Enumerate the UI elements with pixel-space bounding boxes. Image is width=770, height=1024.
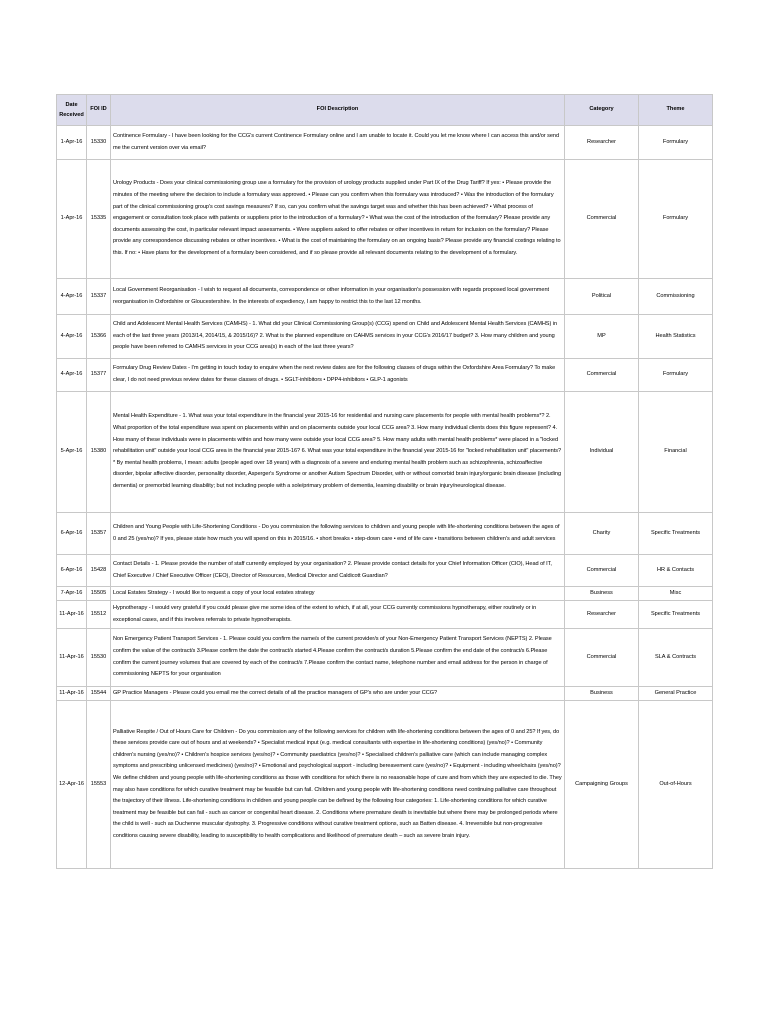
cell-foi-id: 15330 xyxy=(87,126,111,160)
cell-theme: Misc xyxy=(639,587,713,601)
cell-date: 1-Apr-16 xyxy=(57,160,87,279)
table-row xyxy=(57,687,713,701)
table-row xyxy=(57,701,713,869)
cell-foi-id: 15530 xyxy=(87,629,111,687)
cell-category: Campaigning Groups xyxy=(565,701,639,869)
cell-foi-id: 15428 xyxy=(87,555,111,587)
cell-description: Non Emergency Patient Transport Services - 1. Please could you confirm the name/s of the current provider/s of your Non-Emergency Patient Transport Services (NEPTS) 2. Please confirm the value of the contract/s 3.Please confirm the date the contract/s started 4.Please confirm the contract/s duration 5.Please confirm the end date of the contract/s 6.Please confirm the current journey volumes that are covered by each of the contract/s 7.Please confirm the contact name, telephone number and email address for the person in charge of commissioning NEPTS for your organisation xyxy=(111,629,565,687)
cell-foi-id: 15377 xyxy=(87,359,111,392)
header-foi-id: FOI ID xyxy=(87,95,111,126)
foi-sheet xyxy=(56,94,712,869)
header-category: Category xyxy=(565,95,639,126)
table-row xyxy=(57,359,713,392)
cell-foi-id: 15544 xyxy=(87,687,111,701)
cell-description: Contact Details - 1. Please provide the number of staff currently employed by your organisation? 2. Please provide contact details for your Chief Information Officer (CIO), Head of IT, Chief Executive / Chief Executive Officer (CEO), Director of Resources, Medical Director and Caldicott Guardian? xyxy=(111,555,565,587)
cell-description: Local Government Reorganisation - I wish to request all documents, correspondence or other information in your organisation's possession with regards proposed local government reorganisation in Oxfordshire or Gloucestershire. In the interests of expediency, I am happy to restrict this to the last 12 months. xyxy=(111,279,565,315)
cell-theme: Health Statistics xyxy=(639,315,713,359)
cell-theme: Commissioning xyxy=(639,279,713,315)
cell-category: Charity xyxy=(565,513,639,555)
cell-category: Business xyxy=(565,687,639,701)
cell-foi-id: 15512 xyxy=(87,601,111,629)
table-row xyxy=(57,279,713,315)
cell-date: 4-Apr-16 xyxy=(57,279,87,315)
cell-date: 12-Apr-16 xyxy=(57,701,87,869)
cell-theme: Out-of-Hours xyxy=(639,701,713,869)
header-foi-description: FOI Description xyxy=(111,95,565,126)
cell-foi-id: 15366 xyxy=(87,315,111,359)
cell-date: 6-Apr-16 xyxy=(57,513,87,555)
cell-date: 1-Apr-16 xyxy=(57,126,87,160)
cell-theme: Formulary xyxy=(639,160,713,279)
cell-foi-id: 15553 xyxy=(87,701,111,869)
cell-theme: HR & Contacts xyxy=(639,555,713,587)
cell-theme: Formulary xyxy=(639,359,713,392)
cell-theme: SLA & Contracts xyxy=(639,629,713,687)
cell-category: Researcher xyxy=(565,126,639,160)
cell-theme: General Practice xyxy=(639,687,713,701)
table-row xyxy=(57,315,713,359)
cell-category: MP xyxy=(565,315,639,359)
cell-category: Business xyxy=(565,587,639,601)
header-theme: Theme xyxy=(639,95,713,126)
cell-description: Local Estates Strategy - I would like to request a copy of your local estates strategy xyxy=(111,587,565,601)
cell-description: Formulary Drug Review Dates - I'm getting in touch today to enquire when the next review dates are for the following classes of drugs within the Oxfordshire Area Formulary? To make clear, I do not need previous review dates for these classes of drugs. • SGLT-inhibitors • DPP4-inhibitors • GLP-1 agonists xyxy=(111,359,565,392)
cell-foi-id: 15380 xyxy=(87,392,111,513)
table-row xyxy=(57,555,713,587)
cell-theme: Financial xyxy=(639,392,713,513)
cell-foi-id: 15505 xyxy=(87,587,111,601)
table-row xyxy=(57,513,713,555)
cell-date: 5-Apr-16 xyxy=(57,392,87,513)
cell-foi-id: 15337 xyxy=(87,279,111,315)
header-date-received: Date Received xyxy=(57,95,87,126)
cell-date: 4-Apr-16 xyxy=(57,315,87,359)
cell-date: 4-Apr-16 xyxy=(57,359,87,392)
cell-theme: Specific Treatments xyxy=(639,513,713,555)
cell-category: Commercial xyxy=(565,555,639,587)
cell-description: GP Practice Managers - Please could you email me the correct details of all the practice managers of GP's who are under your CCG? xyxy=(111,687,565,701)
cell-date: 6-Apr-16 xyxy=(57,555,87,587)
cell-description: Continence Formulary - I have been looking for the CCG's current Continence Formulary online and I am unable to locate it. Could you let me know where I can access this and/or send me the current version over via email? xyxy=(111,126,565,160)
cell-description: Palliative Respite / Out of Hours Care for Children - Do you commission any of the following services for children with life-shortening conditions between the ages of 0 and 25? If yes, do these services provide care out of hours and at weekends? • Specialist medical input (e.g. medical consultants with expertise in life-shortening conditions) (yes/no)? • Community children's nursing (yes/no)? • Children's hospice services (yes/no)? • Community paediatrics (yes/no)? • Specialised children's palliative care (which can include managing complex symptoms and prescribing unlicensed medicines) (yes/no)? • Emotional and psychological support - including bereavement care (yes/no)? • Equipment - including wheelchairs (yes/no)? We define children and young people with life-shortening conditions as those with conditions for which there is no reasonable hope of cure and from which they are expected to die. They may also have conditions for which curative treatment may be feasible but can fail. Children and young people with life-shortening conditions need continuing palliative care throughout the trajectory of their illness. Life-shortening conditions in children and young people can be defined by the following four categories: 1. Life-shortening conditions for which curative treatment may be feasible but can fail - such as cancer or congenital heart disease. 2. Conditions where premature death is inevitable but where there may be prolonged periods where the child is well - such as Duchenne muscular dystrophy. 3. Progressive conditions without curative treatment options, such as Batten disease. 4. Irreversible but non-progressive conditions causing severe disability, leading to susceptibility to health complications and likelihood of premature death – such as severe brain injury. xyxy=(111,701,565,869)
cell-date: 11-Apr-16 xyxy=(57,601,87,629)
table-row xyxy=(57,601,713,629)
cell-description: Urology Products - Does your clinical commissioning group use a formulary for the provision of urology products supplied under Part IX of the Drug Tariff? If yes: • Please provide the minutes of the meeting where the decision to include a formulary was approved. • Please can you confirm when this formulary was introduced? • Was the introduction of the formulary part of the clinical commissioning group's cost savings measures? If so, can you confirm what the savings target was and whether this has been achieved? • What process of engagement or consultation took place with patients or suppliers prior to the introduction of a formulary? • What was the cost of the introduction of the formulary? Please provide any documents assessing the cost, in particular relevant impact assessments. • Were suppliers asked to offer rebates or other incentives in return for inclusion on the formulary? Please provide any correspondence discussing rebates or other incentives. • What is the cost of maintaining the formulary on an ongoing basis? Please provide any financial costings relating to this. If no: • Have plans for the development of a formulary been considered, and if so please provide all relevant documents relating to the development of a formulary. xyxy=(111,160,565,279)
cell-category: Researcher xyxy=(565,601,639,629)
cell-description: Children and Young People with Life-Shortening Conditions - Do you commission the following services to children and young people with life-shortening conditions between the ages of 0 and 25 (yes/no)? If yes, please state how much you will spend on this in 2015/16. • short breaks • step-down care • end of life care • transitions between children's and adult services xyxy=(111,513,565,555)
table-row xyxy=(57,629,713,687)
cell-category: Political xyxy=(565,279,639,315)
header-row xyxy=(57,95,713,126)
cell-theme: Formulary xyxy=(639,126,713,160)
cell-foi-id: 15335 xyxy=(87,160,111,279)
cell-date: 7-Apr-16 xyxy=(57,587,87,601)
cell-date: 11-Apr-16 xyxy=(57,629,87,687)
cell-category: Commercial xyxy=(565,359,639,392)
cell-date: 11-Apr-16 xyxy=(57,687,87,701)
table-row xyxy=(57,392,713,513)
cell-foi-id: 15357 xyxy=(87,513,111,555)
cell-category: Individual xyxy=(565,392,639,513)
cell-description: Mental Health Expenditure - 1. What was your total expenditure in the financial year 2015-16 for residential and nursing care placements for people with mental health problems*? 2. What proportion of the total expenditure was spent on placements within and on placements outside your local CCG area? 3. How many individual clients does this figure represent? 4. How many of these individuals were in placements within and how many were outside your local CCG area? 5. How many adults with mental health problems* were placed in a "locked rehabilitation unit" outside your local CCG area in the financial year 2015-16? 6. What was your total expenditure in the financial year 2015-16 for "locked rehabilitation unit" placements? * By mental health problems, I mean: adults (people aged over 18 years) with a diagnosis of a severe and enduring mental health problem such as schizophrenia, schizoaffective disorder, bipolar affective disorder, personality disorder, Asperger's Syndrome or another Autism Spectrum Disorder, with or without comorbid brain injury/organic brain disease (including dementia) or premorbid learning disability; but not including people with a sole/primary problem of dementia, learning disability or brain injury/neurological disease. xyxy=(111,392,565,513)
table-row xyxy=(57,160,713,279)
cell-category: Commercial xyxy=(565,160,639,279)
cell-category: Commercial xyxy=(565,629,639,687)
cell-description: Hypnotherapy - I would very grateful if you could please give me some idea of the extent to which, if at all, your CCG currently commissions hypnotherapy, either routinely or in exceptional cases, and if this involves referrals to private hypnotherapists. xyxy=(111,601,565,629)
foi-table xyxy=(56,94,713,869)
table-row xyxy=(57,126,713,160)
table-row xyxy=(57,587,713,601)
cell-theme: Specific Treatments xyxy=(639,601,713,629)
cell-description: Child and Adolescent Mental Health Services (CAMHS) - 1. What did your Clinical Commissioning Group(s) (CCG) spend on Child and Adolescent Mental Health Services (CAMHS) in each of the last three years (2013/14, 2014/15, & 2015/16)? 2. What is the planned expenditure on CAHMS services in your CCG's 2016/17 budget? 3. How many children and young people have been referred to CAMHS services in your CCG area(s) in each of the last three years? xyxy=(111,315,565,359)
